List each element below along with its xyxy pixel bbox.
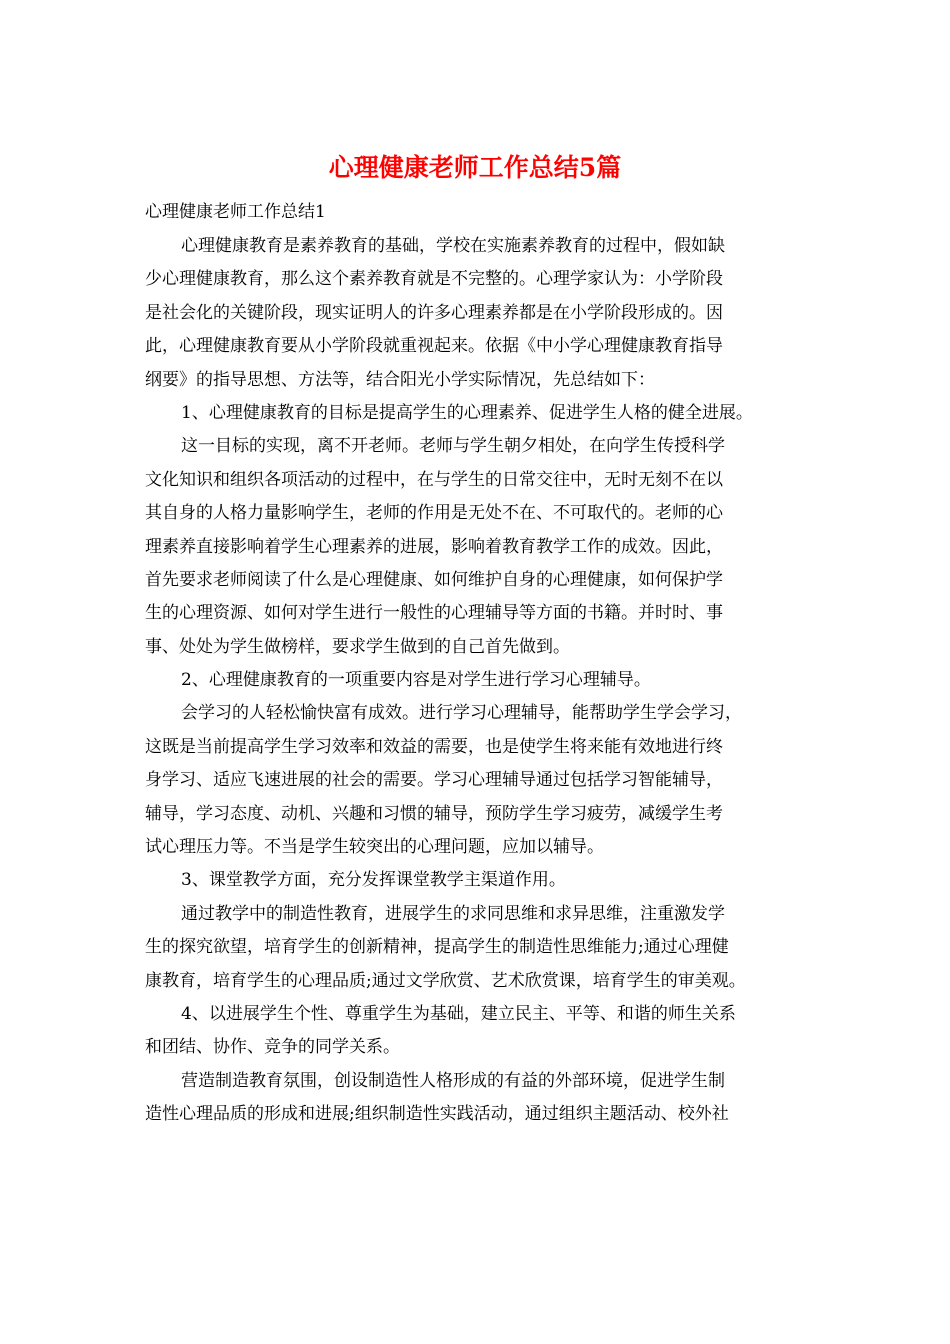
body-text bbox=[145, 230, 825, 1132]
text-line: 1、心理健康教育的目标是提高学生的心理素养、促进学生人格的健全进展。 bbox=[181, 402, 753, 423]
text-line: 康教育，培育学生的心理品质;通过文学欣赏、艺术欣赏课，培育学生的审美观。 bbox=[145, 970, 746, 991]
text-line: 4、以进展学生个性、尊重学生为基础，建立民主、平等、和谐的师生关系 bbox=[181, 1003, 736, 1024]
text-line: 通过教学中的制造性教育，进展学生的求同思维和求异思维，注重激发学 bbox=[181, 903, 725, 924]
text-line: 3、课堂教学方面，充分发挥课堂教学主渠道作用。 bbox=[181, 870, 566, 891]
text-line: 少心理健康教育，那么这个素养教育就是不完整的。心理学家认为：小学阶段 bbox=[145, 269, 723, 290]
text-line: 试心理压力等。不当是学生较突出的心理问题，应加以辅导。 bbox=[145, 837, 604, 858]
text-line: 造性心理品质的形成和进展;组织制造性实践活动，通过组织主题活动、校外社 bbox=[145, 1104, 729, 1125]
text-line: 事、处处为学生做榜样，要求学生做到的自己首先做到。 bbox=[145, 636, 570, 657]
text-line: 文化知识和组织各项活动的过程中，在与学生的日常交往中，无时无刻不在以 bbox=[145, 469, 723, 490]
text-line: 生的心理资源、如何对学生进行一般性的心理辅导等方面的书籍。并时时、事 bbox=[145, 603, 723, 624]
text-line: 和团结、协作、竞争的同学关系。 bbox=[145, 1037, 400, 1058]
text-line: 其自身的人格力量影响学生，老师的作用是无处不在、不可取代的。老师的心 bbox=[145, 503, 723, 524]
section-heading: 心理健康老师工作总结1 bbox=[145, 202, 326, 222]
text-line: 这一目标的实现，离不开老师。老师与学生朝夕相处，在向学生传授科学 bbox=[181, 436, 725, 457]
text-line: 首先要求老师阅读了什么是心理健康、如何维护自身的心理健康，如何保护学 bbox=[145, 569, 723, 590]
text-line: 心理健康教育是素养教育的基础，学校在实施素养教育的过程中，假如缺 bbox=[181, 236, 725, 256]
text-line: 此，心理健康教育要从小学阶段就重视起来。依据《中小学心理健康教育指导 bbox=[145, 336, 723, 357]
text-line: 理素养直接影响着学生心理素养的进展，影响着教育教学工作的成效。因此， bbox=[145, 536, 723, 557]
text-line: 纲要》的指导思想、方法等，结合阳光小学实际情况，先总结如下： bbox=[145, 369, 655, 390]
text-line: 2、心理健康教育的一项重要内容是对学生进行学习心理辅导。 bbox=[181, 670, 651, 691]
text-line: 是社会化的关键阶段，现实证明人的许多心理素养都是在小学阶段形成的。因 bbox=[145, 302, 723, 323]
text-line: 这既是当前提高学生学习效率和效益的需要，也是使学生将来能有效地进行终 bbox=[145, 736, 723, 757]
page-title: 心理健康老师工作总结5篇 bbox=[328, 153, 622, 182]
text-line: 营造制造教育氛围，创设制造性人格形成的有益的外部环境，促进学生制 bbox=[181, 1070, 725, 1091]
text-line: 会学习的人轻松愉快富有成效。进行学习心理辅导，能帮助学生学会学习， bbox=[181, 703, 742, 724]
text-line: 生的探究欲望，培育学生的创新精神，提高学生的制造性思维能力;通过心理健 bbox=[145, 937, 729, 958]
text-line: 身学习、适应飞速进展的社会的需要。学习心理辅导通过包括学习智能辅导， bbox=[145, 770, 723, 791]
text-line: 辅导，学习态度、动机、兴趣和习惯的辅导，预防学生学习疲劳，减缓学生考 bbox=[145, 803, 723, 824]
